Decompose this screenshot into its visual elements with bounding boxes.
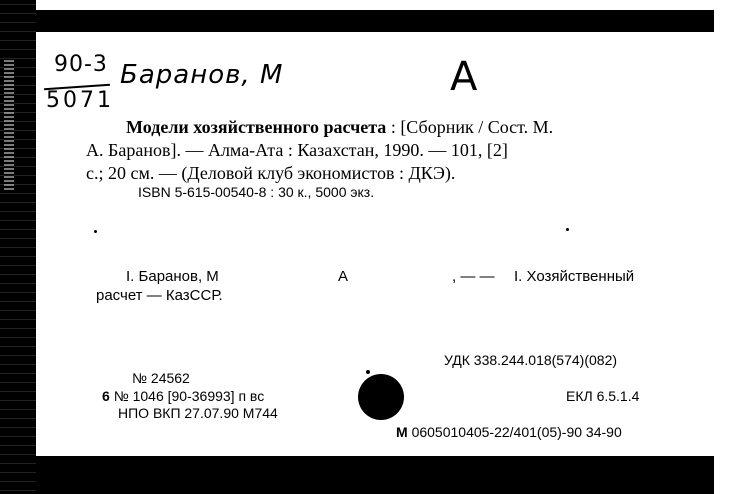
entry-title: Модели хозяйственного расчета <box>126 117 387 137</box>
punch-hole <box>358 374 404 420</box>
handwritten-author: Баранов, М <box>120 60 284 90</box>
npo-line: НПО ВКП 27.07.90 М744 <box>118 405 278 421</box>
scan-noise <box>4 60 14 190</box>
scan-edge-left <box>0 0 36 494</box>
entry-line1-rest: : [Сборник / Сост. М. <box>386 117 554 137</box>
subject-author-ref: I. Баранов, М <box>126 268 219 285</box>
scan-dash <box>0 428 36 430</box>
subject-heading-cont: расчет — КазССР. <box>96 287 223 304</box>
speck <box>94 230 97 233</box>
shelf-mark-bottom: 5071 <box>46 88 114 113</box>
subject-letter: А <box>338 268 349 285</box>
isbn-line: ISBN 5-615-00540-8 : 30 к., 5000 экз. <box>138 184 375 200</box>
order-rest: № 1046 [90-36993] п вс <box>113 388 265 404</box>
ekl-code: ЕКЛ 6.5.1.4 <box>566 388 640 404</box>
order-line <box>102 388 264 404</box>
catalog-card <box>36 32 720 456</box>
udk-code: УДК 338.244.018(574)(082) <box>444 352 618 368</box>
code-prefix: М <box>396 424 408 440</box>
entry-line2: А. Баранов]. — Алма-Ата : Казахстан, 1990. — 101, [2] <box>86 140 508 160</box>
card-number: № 24562 <box>132 370 190 386</box>
bibliographic-entry <box>86 116 666 185</box>
scan-edge-top <box>36 0 750 10</box>
classification-code <box>396 424 622 440</box>
speck <box>366 370 370 374</box>
code-rest: 0605010405-22/401(05)-90 34-90 <box>411 424 622 440</box>
entry-line3: с.; 20 см. — (Деловой клуб экономистов : ДКЭ). <box>86 163 456 183</box>
order-prefix: 6 <box>102 388 110 404</box>
shelf-mark-top: 90-3 <box>54 52 108 77</box>
subject-heading: I. Хозяйственный <box>514 268 635 285</box>
subject-dash: , — — <box>452 268 495 285</box>
speck <box>566 228 569 231</box>
handwritten-letter: А <box>450 54 478 100</box>
